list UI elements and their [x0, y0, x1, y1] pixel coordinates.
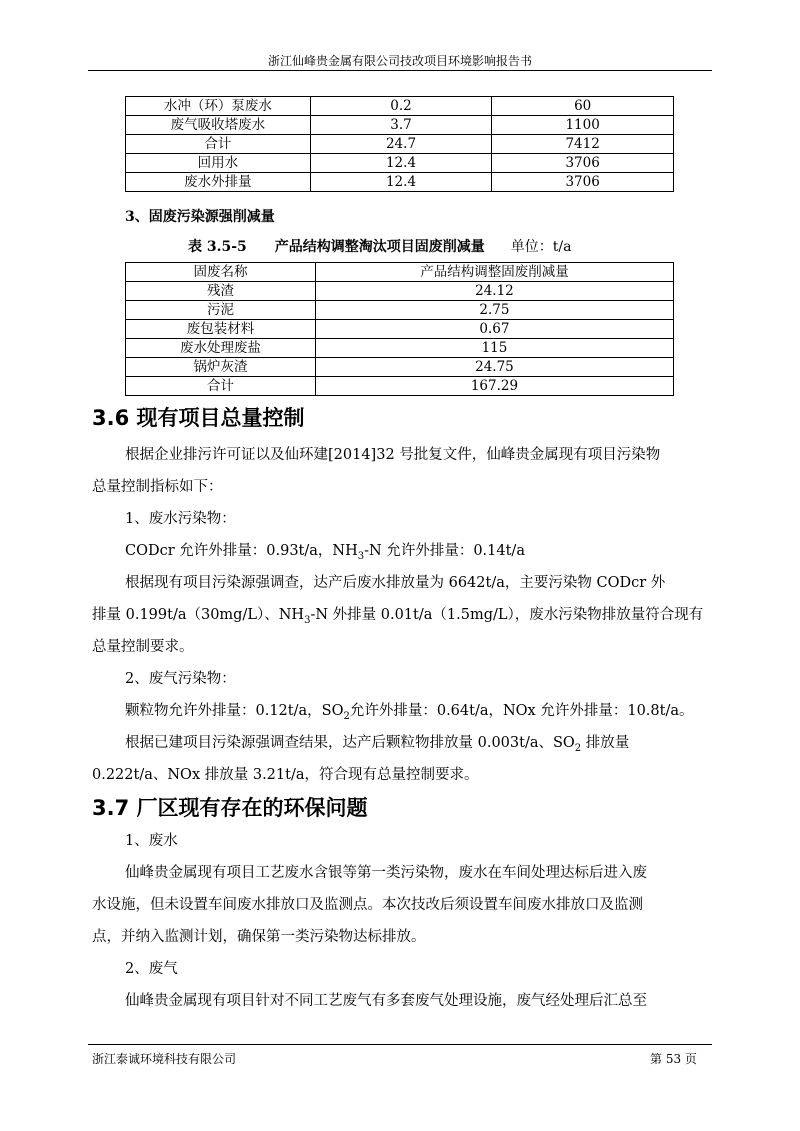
- table-cell: 24.75: [315, 358, 673, 377]
- table-row: [126, 301, 674, 320]
- page-number: 第 53 页: [650, 1052, 697, 1066]
- paragraph-line: 0.222t/a、NOx 排放量 3.21t/a，符合现有总量控制要求。: [92, 767, 479, 783]
- subscript: 2: [343, 710, 350, 722]
- table-cell: 2.75: [315, 301, 673, 320]
- column-header: 固废名称: [126, 263, 316, 282]
- solid-waste-table: [125, 262, 674, 396]
- paragraph-line: [92, 603, 703, 626]
- table-cell: 污泥: [126, 301, 316, 320]
- text-fragment: 颗粒物允许外排量：0.12t/a，SO: [125, 703, 344, 719]
- footer-rule: [88, 1044, 712, 1045]
- table-cell: 12.4: [310, 154, 492, 173]
- table-cell: 合计: [126, 135, 311, 154]
- table-cell: 24.12: [315, 282, 673, 301]
- subscript: 2: [574, 742, 582, 754]
- table-cell: 合计: [126, 377, 316, 396]
- wastewater-table-continued: [125, 96, 674, 192]
- table-cell: 1100: [492, 116, 674, 135]
- paragraph-line: [125, 539, 525, 562]
- table-row: [126, 377, 674, 396]
- table-caption: [188, 236, 571, 256]
- table-cell: 167.29: [315, 377, 673, 396]
- table-cell: 水冲（环）泵废水: [126, 97, 311, 116]
- table-cell: 3706: [492, 173, 674, 192]
- table-row: [126, 358, 674, 377]
- paragraph-line: [125, 699, 694, 722]
- table-header-row: [126, 263, 674, 282]
- list-item: 1、废水污染物：: [125, 511, 236, 527]
- footer-company: 浙江泰诚环境科技有限公司: [92, 1052, 237, 1066]
- solid-waste-heading: 3、固废污染源强削减量: [125, 209, 275, 225]
- table-cell: 废水处理废盐: [126, 339, 316, 358]
- table-cell: 12.4: [310, 173, 492, 192]
- column-header: 产品结构调整固废削减量: [315, 263, 673, 282]
- paragraph-line: 仙峰贵金属现有项目工艺废水含银等第一类污染物，废水在车间处理达标后进入废: [125, 865, 647, 881]
- header-rule: [88, 70, 712, 71]
- table-cell: 废气吸收塔废水: [126, 116, 311, 135]
- table-cell: 7412: [492, 135, 674, 154]
- paragraph-line: [125, 731, 629, 754]
- table-unit: 单位：t/a: [510, 239, 572, 255]
- text-fragment: 排量 0.199t/a（30mg/L）、NH: [92, 607, 305, 623]
- table-row: [126, 339, 674, 358]
- table-row: [126, 135, 674, 154]
- paragraph-line: 水设施，但未设置车间废水排放口及监测点。本次技改后须设置车间废水排放口及监测: [92, 897, 643, 913]
- section-heading-3-6: 3.6 现有项目总量控制: [92, 406, 305, 430]
- table-cell: 0.67: [315, 320, 673, 339]
- table-cell: 3.7: [310, 116, 492, 135]
- text-fragment: 根据已建项目污染源强调查结果，达产后颗粒物排放量 0.003t/a、SO: [125, 735, 575, 751]
- list-item: 2、废气: [125, 961, 178, 977]
- list-item: 1、废水: [125, 833, 178, 849]
- table-row: [126, 116, 674, 135]
- table-cell: 锅炉灰渣: [126, 358, 316, 377]
- table-cell: 24.7: [310, 135, 492, 154]
- table-cell: 0.2: [310, 97, 492, 116]
- table-cell: 回用水: [126, 154, 311, 173]
- table-caption-text: 表 3.5-5 产品结构调整淘汰项目固废削减量: [188, 239, 485, 255]
- list-item: 2、废气污染物：: [125, 671, 236, 687]
- page-header: 浙江仙峰贵金属有限公司技改项目环境影响报告书: [267, 54, 532, 68]
- text-fragment: 排放量: [581, 735, 630, 751]
- paragraph-line: 根据现有项目污染源强调查，达产后废水排放量为 6642t/a，主要污染物 CODcr 外: [125, 575, 666, 591]
- table-row: [126, 320, 674, 339]
- table-row: [126, 173, 674, 192]
- table-row: [126, 282, 674, 301]
- table-cell: 废包装材料: [126, 320, 316, 339]
- text-fragment: -N 外排量 0.01t/a（1.5mg/L），废水污染物排放量符合现有: [310, 607, 704, 623]
- text-fragment: CODcr 允许外排量：0.93t/a，NH: [125, 543, 358, 559]
- paragraph-line: 仙峰贵金属现有项目针对不同工艺废气有多套废气处理设施，废气经处理后汇总至: [125, 993, 647, 1009]
- subscript: 3: [304, 614, 311, 626]
- table-cell: 3706: [492, 154, 674, 173]
- table-row: [126, 154, 674, 173]
- table-row: [126, 97, 674, 116]
- table-cell: 残渣: [126, 282, 316, 301]
- paragraph-line: 点，并纳入监测计划，确保第一类污染物达标排放。: [92, 929, 426, 945]
- subscript: 3: [357, 550, 365, 562]
- table-cell: 115: [315, 339, 673, 358]
- paragraph-line: 总量控制指标如下：: [92, 479, 223, 495]
- table-cell: 60: [492, 97, 674, 116]
- paragraph-line: 根据企业排污许可证以及仙环建[2014]32 号批复文件，仙峰贵金属现有项目污染物: [125, 447, 661, 463]
- paragraph-line: 总量控制要求。: [92, 639, 194, 655]
- text-fragment: 允许外排量：0.64t/a，NOx 允许外排量：10.8t/a。: [349, 703, 694, 719]
- table-cell: 废水外排量: [126, 173, 311, 192]
- text-fragment: -N 允许外排量：0.14t/a: [364, 543, 525, 559]
- section-heading-3-7: 3.7 厂区现有存在的环保问题: [92, 796, 368, 820]
